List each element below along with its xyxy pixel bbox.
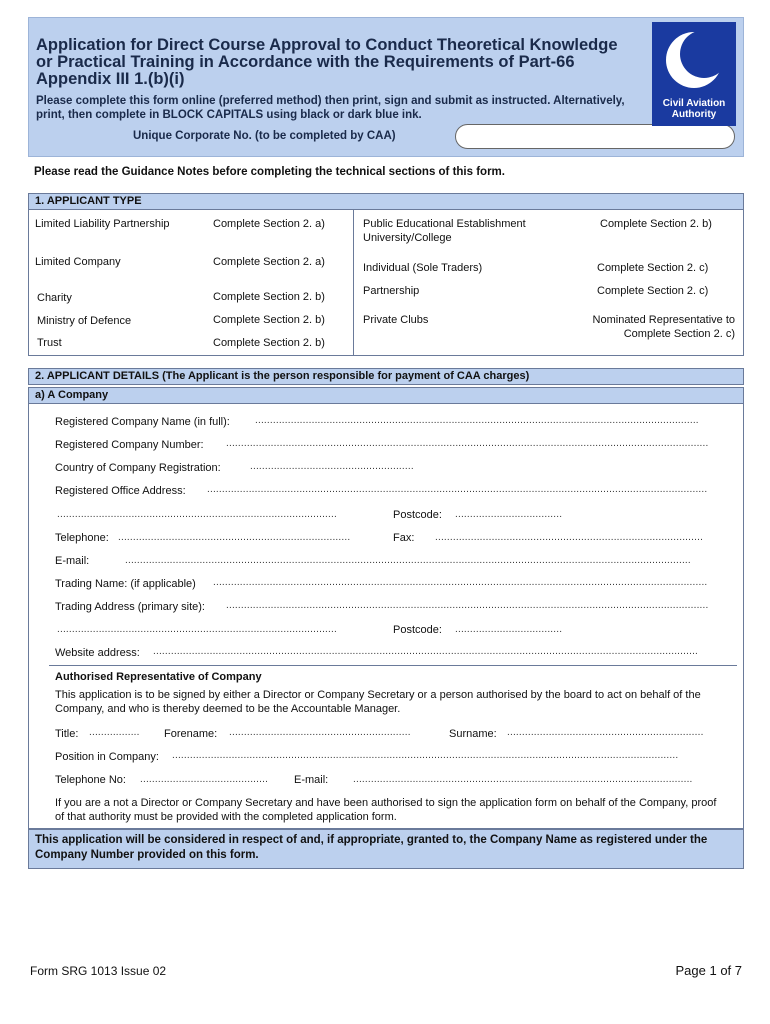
page-number: Page 1 of 7 <box>675 963 742 978</box>
website-field[interactable]: ....................................................................................................................................................................................... <box>153 646 699 657</box>
trading-address-field[interactable]: .................................................................................................................................................................. <box>226 600 709 611</box>
action-private-clubs: Nominated Representative to Complete Section 2. c) <box>592 314 735 340</box>
type-trust: Trust <box>37 337 62 349</box>
country-label: Country of Company Registration: <box>55 462 221 474</box>
telephone-no-label: Telephone No: <box>55 774 126 786</box>
auth-email-field[interactable]: .................................................................................................................. <box>353 774 693 785</box>
reg-number-field[interactable]: .................................................................................................................................................................. <box>226 438 709 449</box>
type-mod: Ministry of Defence <box>37 315 132 327</box>
type-ltd: Limited Company <box>35 256 121 268</box>
position-field[interactable]: .......................................................................................................................................................................... <box>172 750 679 761</box>
action-trust: Complete Section 2. b) <box>213 337 325 349</box>
auth-email-label: E-mail: <box>294 774 329 786</box>
postcode-field[interactable]: .................................... <box>455 509 563 520</box>
reg-number-label: Registered Company Number: <box>55 439 204 451</box>
caa-logo <box>652 22 736 126</box>
forename-label: Forename: <box>164 728 218 740</box>
guidance-note: Please read the Guidance Notes before completing the technical sections of this form. <box>34 166 505 178</box>
trading-address-label: Trading Address (primary site): <box>55 601 205 613</box>
reg-name-label: Registered Company Name (in full): <box>55 416 230 428</box>
action-mod: Complete Section 2. b) <box>213 314 325 326</box>
fax-label: Fax: <box>393 532 415 544</box>
trading-address-line2[interactable]: .............................................................................................. <box>57 624 337 635</box>
section1-heading: 1. APPLICANT TYPE <box>28 193 744 210</box>
surname-field[interactable]: .................................................................. <box>507 727 704 738</box>
form-instructions: Please complete this form online (preferred method) then print, sign and submit as instructed. Alternatively, print, then complete in BLOCK CAPITALS using black or dark blue ink. <box>36 95 625 121</box>
office-address-field[interactable]: ........................................................................................................................................................................ <box>207 484 708 495</box>
telephone-no-field[interactable]: ........................................... <box>140 774 269 785</box>
reg-name-field[interactable]: ..................................................................................................................................................... <box>255 415 699 426</box>
postcode-label: Postcode: <box>393 509 442 521</box>
ucn-input[interactable] <box>455 124 735 149</box>
action-charity: Complete Section 2. b) <box>213 291 325 303</box>
form-title: Application for Direct Course Approval to Conduct Theoretical Knowledge or Practical Training in Accordance with the Requirements of Part-66 Appendix III 1.(b)(i) <box>36 36 618 88</box>
title-field[interactable]: ................. <box>89 727 140 738</box>
action-ltd: Complete Section 2. a) <box>213 256 325 268</box>
action-public-edu: Complete Section 2. b) <box>600 218 712 230</box>
section2-heading: 2. APPLICANT DETAILS (The Applicant is the person responsible for payment of CAA charges) <box>28 368 744 385</box>
action-individual: Complete Section 2. c) <box>597 262 709 274</box>
website-label: Website address: <box>55 647 140 659</box>
title-label: Title: <box>55 728 79 740</box>
position-label: Position in Company: <box>55 751 159 763</box>
office-address-label: Registered Office Address: <box>55 485 186 497</box>
type-public-edu: Public Educational Establishment University/College <box>363 218 526 244</box>
type-individual: Individual (Sole Traders) <box>363 262 483 274</box>
fax-field[interactable]: .......................................................................................... <box>435 532 704 543</box>
registration-note: This application will be considered in respect of and, if appropriate, granted to, the Company Name as registered under the Company Number provided on this form. <box>28 829 744 869</box>
office-address-line2[interactable]: .............................................................................................. <box>57 509 337 520</box>
authority-note: If you are a not a Director or Company Secretary and have been authorised to sign the application form on behalf of the Company, proof of that authority must be provided with the completed application form. <box>55 797 717 823</box>
trading-name-label: Trading Name: (if applicable) <box>55 578 196 590</box>
action-partnership: Complete Section 2. c) <box>597 285 709 297</box>
action-llp: Complete Section 2. a) <box>213 218 325 230</box>
postcode2-label: Postcode: <box>393 624 442 636</box>
telephone-label: Telephone: <box>55 532 109 544</box>
type-charity: Charity <box>37 292 72 304</box>
crescent-icon <box>652 24 736 104</box>
type-private-clubs: Private Clubs <box>363 314 429 326</box>
form-id: Form SRG 1013 Issue 02 <box>30 964 167 978</box>
forename-field[interactable]: ............................................................. <box>229 727 411 738</box>
email-field[interactable]: .............................................................................................................................................................................................. <box>125 555 691 566</box>
telephone-field[interactable]: .............................................................................. <box>118 532 351 543</box>
auth-rep-heading: Authorised Representative of Company <box>55 671 262 683</box>
logo-line2: Authority <box>671 109 717 120</box>
logo-line1: Civil Aviation <box>662 98 726 109</box>
country-field[interactable]: ....................................................... <box>250 461 414 472</box>
type-llp: Limited Liability Partnership <box>35 218 170 230</box>
email-label: E-mail: <box>55 555 90 567</box>
ucn-label: Unique Corporate No. (to be completed by CAA) <box>133 130 396 142</box>
auth-rep-text: This application is to be signed by either a Director or Company Secretary or a person authorised by the board to act on behalf of the Company, and who is thereby deemed to be the Accountable Manager. <box>55 689 701 715</box>
surname-label: Surname: <box>449 728 497 740</box>
trading-name-field[interactable]: ...................................................................................................................................................................... <box>213 577 708 588</box>
type-partnership: Partnership <box>363 285 420 297</box>
section1-divider <box>353 209 354 356</box>
auth-rep-divider <box>49 665 737 666</box>
section2-subheading: a) A Company <box>28 387 744 404</box>
postcode2-field[interactable]: .................................... <box>455 624 563 635</box>
